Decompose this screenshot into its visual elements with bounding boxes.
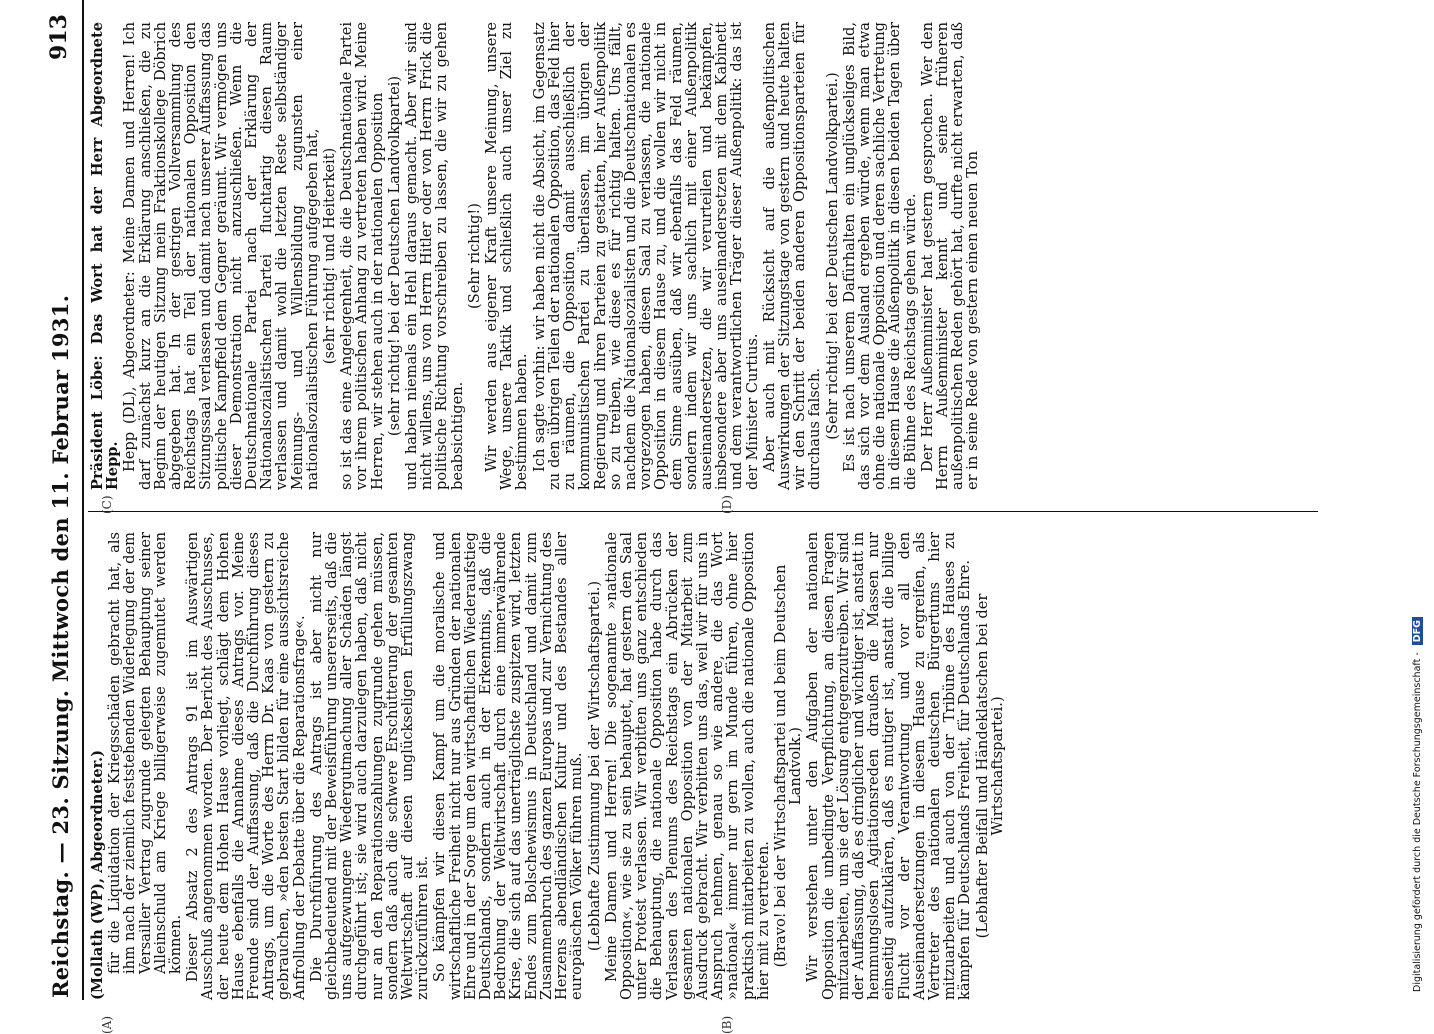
- paragraph: so ist das eine Angelegenheit, die die Deutschnationale Partei vor ihrem politischen Anhang zu vertreten haben wird. Meine Herren, wir stehen auch in der nationalen Opposition: [338, 22, 386, 490]
- interjection: (sehr richtig! bei der Deutschen Landvolkpartei): [385, 75, 403, 437]
- margin-letter-b: (B): [720, 1015, 734, 1034]
- paragraph: Es ist nach unserem Dafürhalten ein unglückseliges Bild, das sich vor dem Ausland ergeben würde, wenn man etwa ohne die nationale Opposition und deren sachliche Vertretung in diesem Hause die Außenpolitik in diesen beiden Tagen über die Bühne des Reichstags gehen würde.: [840, 22, 919, 490]
- interjection: (Bravo! bei der Wirtschaftspartei und beim Deutschen Landvolk.): [771, 564, 805, 968]
- credit-text: Digitalisierung gefördert durch die Deutsche Forschungsgemeinschaft -: [1412, 652, 1423, 992]
- interjection: (Sehr richtig! bei der Deutschen Landvolkpartei.): [823, 72, 841, 440]
- margin-letter-a: (A): [100, 1015, 114, 1034]
- interjection: (Lebhafte Zustimmung bei der Wirtschaftspartei.): [585, 580, 603, 952]
- paragraph: und haben niemals ein Hehl daraus gemacht. Aber wir sind nicht willens, uns von Herrn Hitler oder von Herrn Frick die politische Richtung vorschreiben zu lassen, die wir zu gehen beabsichtigen.: [403, 22, 466, 490]
- paragraph: Ich sagte vorhin: wir haben nicht die Absicht, im Gegensatz zu den übrigen Teilen der nationalen Opposition, das Feld hier zu räumen, die Opposition damit ausschließlich der kommunistischen Partei zu überlassen, im übrigen der Regierung und ihren Parteien zu gestatten, hier Außenpolitik so zu treiben, wie diese es für richtig halten. Uns fällt, nachdem die Nationalsozialisten und die Deutschnationalen es vorgezogen haben, diesen Saal zu verlassen, die nationale Opposition in diesem Hause zu, und die wollen wir nicht in dem Sinne ausüben, daß wir ebenfalls das Feld räumen, sondern indem wir uns sachlich mit einer Außenpolitik auseinandersetzen, die wir verurteilen und bekämpfen, insbesondere aber uns auseinandersetzen mit dem Kabinett und dem verantwortlichen Träger dieser Außenpolitik: das ist der Minister Curtius.: [530, 22, 761, 490]
- column-divider: [88, 511, 1318, 512]
- paragraph: für die Liquidation der Kriegsschäden gebracht hat, als ihm nach der ziemlich feststehenden Widerlegung der dem Versailler Vertrag zugrunde gelegten Behauptung seiner Alleinschuld am Kriege billigerweise zugemutet werden können.: [106, 532, 185, 974]
- paragraph: Hepp (DL), Abgeordneter: Meine Damen und Herren! Ich darf zunächst kurz an die Erklärung anschließen, die zu Beginn der heutigen Sitzung mein Fraktionskollege Döbrich abgegeben hat. In der gestrigen Vollversammlung des Reichstags hat ein Teil der nationalen Opposition den Sitzungssaal verlassen und damit nach unserer Auffassung das politische Kampffeld dem Gegner geräumt. Wir vermögen uns dieser Demonstration nicht anzuschließen. Wenn die Deutschnationale Partei nach der Erklärung der Nationalsozialistischen Partei fluchtartig diesen Raum verlassen und damit wohl die letzten Reste selbständiger Meinungs- und Willensbildung zugunsten einer nationalsozialistischen Führung aufgegeben hat,: [121, 22, 321, 490]
- paragraph: Aber auch mit Rücksicht auf die außenpolitischen Auswirkungen der Sitzungstage von gestern und heute halten wir den Schritt der beiden anderen Oppositionsparteien für durchaus falsch.: [760, 22, 824, 490]
- paragraph: Meine Damen und Herren! Die sogenannte »nationale Opposition«, wie sie zu sein behauptet, hat gestern den Saal unter Protest verlassen. Wir verbitten uns ganz entschieden die Behauptung, die nationale Opposition habe durch das Verlassen des Plenums des Reichstags ein Abrücken der gesamten nationalen Opposition von der Mitarbeit zum Ausdruck gebracht. Wir verbitten uns das, weil wir für uns in Anspruch nehmen, genau so wie andere, die das Wort »national« immer nur gern im Munde führen, ohne hier praktisch mitarbeiten zu wollen, auch die nationale Opposition hier mit zu vertreten.: [602, 532, 772, 1000]
- paragraph: Dieser Absatz 2 des Antrags 91 ist im Auswärtigen Ausschuß angenommen worden. Der Bericht des Ausschusses, der heute dem Hohen Hause vorliegt, schlägt dem Hohen Hause ebenfalls die Annahme dieses Antrags vor. Meine Freunde sind der Auffassung, daß die Durchführung dieses Antrags, um die Worte des Herrn Dr. Kaas von gestern zu gebrauchen, »den besten Start bilden für eine aussichtsreiche Anfrollung der Debatte über die Reparationsfrage«.: [184, 532, 308, 1000]
- paragraph: Die Durchführung des Antrags ist aber nicht nur gleichbedeutend mit der Beweisführung unsererseits, daß die uns aufgezwungene Wiedergutmachung aller Schäden längst durchgeführt ist; sie wird auch darzulegen haben, daß nicht nur an den Reparationszahlungen zugrunde gehen müssen, sondern daß auch die schwere Erschütterung der gesamten Weltwirtschaft auf diesen unglückseligen Erfüllungszwang zurückzuführen ist.: [307, 532, 432, 1000]
- margin-letter-d: (D): [720, 495, 734, 514]
- president-statement: Präsident Löbe: Das Wort hat der Herr Abgeordnete Hepp.: [89, 22, 122, 490]
- header-rule: [82, 0, 84, 1000]
- paragraph: So kämpfen wir diesen Kampf um die moralische und wirtschaftliche Freiheit nicht nur aus Gründen der nationalen Ehre und in der Sorge um den wirtschaftlichen Wiederaufstieg Deutschlands, sondern auch in der Erkenntnis, daß die Bedrohung der Weltwirtschaft durch eine immerwährende Krise, die sich auf das unerträglichste zuspitzen wird, letzten Endes zum Bolschewismus in Deutschland und damit zum Zusammenbruch des ganzen Europas und zur Vernichtung des Herzens abendländischen Kultur und des Bestandes aller europäischen Völker führen muß.: [431, 532, 586, 1000]
- paragraph: Wir verstehen unter den Aufgaben der nationalen Opposition die unbedingte Verpflichtung, an diesen Fragen mitzuarbeiten, um sie der Lösung entgegenzutreiben. Wir sind der Auffassung, daß es dringlicher und wichtiger ist, anstatt in hemmungslosen Agitationsreden draußen die Massen nur einseitig aufzuklären, daß es mutiger ist, anstatt die billige Flucht vor der Verantwortung und vor all den Auseinandersetzungen in diesem Hause zu ergreifen, als Vertreter des nationalen deutschen Bürgertums hier mitzuarbeiten und auch von der Tribüne des Hauses zu kämpfen für Deutschlands Freiheit, für Deutschlands Ehre.: [804, 532, 974, 1000]
- rotated-page: [40, 0, 1330, 1034]
- interjection: (Sehr richtig!): [465, 203, 483, 309]
- interjection: (sehr richtig! und Heiterkeit): [321, 147, 339, 365]
- paragraph: Der Herr Außenminister hat gestern gesprochen. Wer den Herrn Außenminister kennt und seine früheren außenpolitischen Reden gehört hat, durfte nicht erwarten, daß er in seine Rede von gestern einen neuen Ton: [918, 22, 982, 490]
- page-title: Reichstag. — 23. Sitzung. Mittwoch den 11. Februar 1931.: [48, 294, 73, 998]
- column-right: [90, 22, 983, 490]
- page-header: [40, 0, 80, 1000]
- margin-letter-c: (C): [100, 495, 114, 514]
- speaker-tag: (Mollath (WP), Abgeordneter.): [89, 749, 106, 1000]
- interjection: (Lebhafter Beifall und Händeklatschen bei der Wirtschaftspartei.): [973, 593, 1006, 939]
- sidebar-credit: [1412, 12, 1428, 992]
- column-left: [90, 532, 1007, 1000]
- page-number: 913: [46, 14, 72, 60]
- paragraph: Wir werden aus eigener Kraft unsere Meinung, unsere Wege, unsere Taktik und schließlich auch unser Ziel zu bestimmen haben.: [483, 22, 531, 490]
- dfg-logo: DFG: [1412, 617, 1423, 645]
